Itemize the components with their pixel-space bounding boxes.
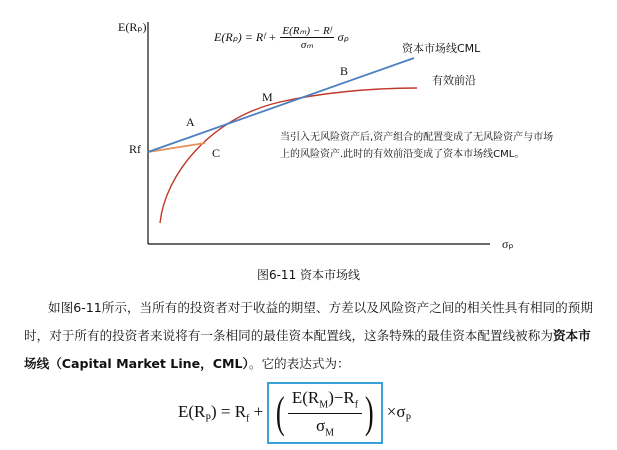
den-text: σ	[315, 415, 326, 435]
lhs-text: E(R	[178, 401, 206, 421]
paragraph-bold-term: 资本市场线（Capital Market Line，CML）	[24, 328, 591, 371]
num-b: )−R	[328, 388, 355, 408]
formula-suffix: σₚ	[337, 30, 349, 44]
lhs-sub: P	[205, 413, 211, 425]
callout-text: 当引入无风险资产后,资产组合的配置变成了无风险资产与市场上的风险资产.此时的有效前沿变成了资本市场线CML。	[280, 129, 558, 163]
formula-lhs-large	[178, 402, 263, 424]
num-b-sub: f	[354, 399, 359, 411]
x-axis-label: σₚ	[502, 237, 514, 251]
frontier-label: 有效前沿	[432, 74, 476, 87]
point-m-label: M	[262, 90, 273, 104]
body-paragraph	[24, 294, 596, 378]
highlighted-fraction-box	[267, 382, 383, 444]
rf-label: Rf	[129, 142, 141, 156]
formula-times	[387, 402, 411, 424]
point-a-label: A	[186, 115, 195, 129]
formula-numerator: E(Rₘ) − Rᶠ	[282, 25, 332, 37]
large-fraction	[288, 388, 362, 438]
formula-lhs: E(Rₚ) = Rᶠ +	[214, 30, 277, 44]
point-b-label: B	[340, 64, 349, 78]
cml-formula-large	[178, 381, 411, 445]
large-numerator	[288, 388, 362, 413]
paragraph-part1: 如图6-11所示，当所有的投资者对于收益的期望、方差以及风险资产之间的相关性具有相同的预期时，对于所有的投资者来说将有一条相同的最佳资本配置线，这条特殊的最佳资本配置线被称为	[24, 300, 593, 343]
num-a: E(R	[291, 388, 320, 408]
formula-fraction	[280, 24, 333, 51]
right-paren: )	[365, 388, 374, 437]
den-sub: M	[325, 426, 335, 438]
times-sub: P	[405, 413, 412, 425]
cml-formula-small	[214, 24, 349, 51]
y-axis-label: E(Rₚ)	[118, 20, 147, 34]
left-paren: (	[276, 388, 285, 437]
rf-sub: f	[246, 413, 250, 425]
cml-label: 资本市场线CML	[402, 42, 481, 55]
times-text: ×σ	[386, 401, 406, 421]
formula-denominator: σₘ	[300, 39, 314, 51]
rf-to-c-line	[148, 143, 205, 152]
point-c-label: C	[212, 146, 221, 160]
plus-sign: +	[249, 401, 264, 421]
paragraph-part2: 。它的表达式为：	[248, 356, 350, 371]
large-denominator	[316, 414, 334, 438]
figure-caption: 图6-11 资本市场线	[256, 268, 361, 282]
lhs-close: ) = R	[210, 401, 247, 421]
num-a-sub: M	[319, 399, 329, 411]
